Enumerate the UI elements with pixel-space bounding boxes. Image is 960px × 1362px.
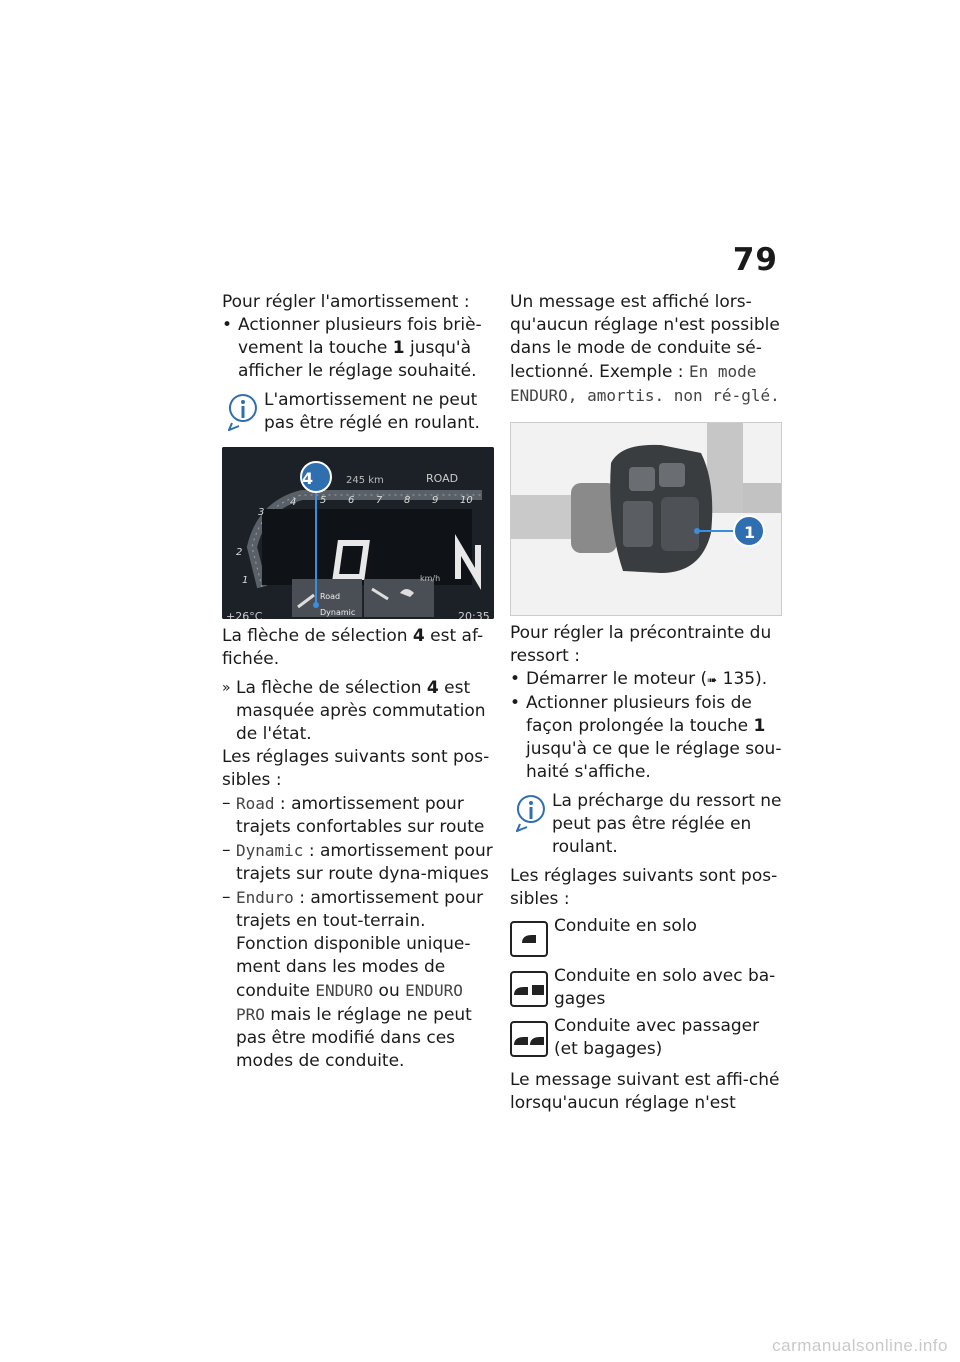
page-number: 79 [732, 242, 778, 278]
dashboard-time: 20:35 [458, 610, 490, 619]
option-solo-bags: Conduite en solo avec ba-gages [510, 965, 782, 1011]
rider-passenger-icon [510, 1021, 548, 1057]
dashboard-mode: ROAD [426, 472, 459, 485]
arrow-icon: ➠ [707, 673, 718, 687]
message-paragraph: Un message est affiché lors-qu'aucun réglage n'est possible dans le mode de conduite sé-lectionné. Exemple : En mode ENDURO, amortis. non ré-glé. [510, 292, 780, 405]
damping-note-text: L'amortissement ne peut pas être réglé en roulant. [264, 390, 480, 433]
watermark: carmanualsonline.info [772, 1336, 948, 1355]
dashboard-menu-road: Road [320, 592, 341, 601]
figure-caption: La flèche de sélection 4 est af-fichée. [222, 626, 484, 669]
step-start-engine: • Démarrer le moteur (➠ 135). [510, 668, 782, 692]
right-column [510, 291, 782, 1115]
dashboard-figure [222, 447, 494, 619]
preload-note-text: La précharge du ressort ne peut pas être réglée en roulant. [552, 791, 782, 857]
dashboard-menu-dynamic: Dynamic [320, 608, 356, 617]
option-passenger: Conduite avec passager (et bagages) [510, 1015, 782, 1061]
handlebar-figure [510, 422, 782, 616]
setting-enduro: – Enduro : amortissement pour trajets en tout-terrain. Fonction disponible unique-ment dans les modes de conduite ENDURO ou ENDURO PRO mais le réglage ne peut pas être modifié dans ces modes de conduite. [222, 886, 494, 1073]
damping-note [222, 389, 494, 437]
outro-text: Le message suivant est affi-ché lorsqu'aucun réglage n'est [510, 1070, 780, 1113]
info-icon [516, 794, 546, 832]
damping-intro: Pour régler l'amortissement : [222, 292, 470, 312]
setting-road: – Road : amortissement pour trajets confortables sur route [222, 792, 494, 839]
dashboard-trip: 245 km [346, 475, 384, 486]
dashboard-callout-4: 4 [302, 469, 314, 488]
step-press-key: • Actionner plusieurs fois de façon prolongée la touche 1 jusqu'à ce que le réglage sou-haité s'affiche. [510, 692, 782, 784]
setting-dynamic: – Dynamic : amortissement pour trajets sur route dyna-miques [222, 839, 494, 886]
damping-step: • Actionner plusieurs fois briè-vement la touche 1 jusqu'à afficher le réglage souhaité. [222, 314, 494, 383]
dashboard-speed-unit: km/h [420, 574, 441, 583]
result-line: » La flèche de sélection 4 est masquée après commutation de l'état. [222, 677, 494, 746]
left-column [222, 291, 494, 1073]
handlebar-switch-illustration [511, 423, 781, 615]
info-icon [228, 393, 258, 431]
preload-note [510, 790, 782, 859]
rider-solo-icon [510, 921, 548, 957]
handlebar-callout-1: 1 [744, 523, 756, 542]
dashboard-temp: +26°C [226, 610, 263, 619]
settings-intro-left: Les réglages suivants sont pos-sibles : [222, 747, 490, 790]
settings-intro-right: Les réglages suivants sont pos-sibles : [510, 866, 778, 909]
option-solo: Conduite en solo [510, 915, 782, 961]
rider-luggage-icon [510, 971, 548, 1007]
tach-ticks: 1 2 3 4 5 6 7 8 9 10 [236, 495, 473, 586]
preload-intro: Pour régler la précontrainte du ressort : [510, 623, 772, 666]
